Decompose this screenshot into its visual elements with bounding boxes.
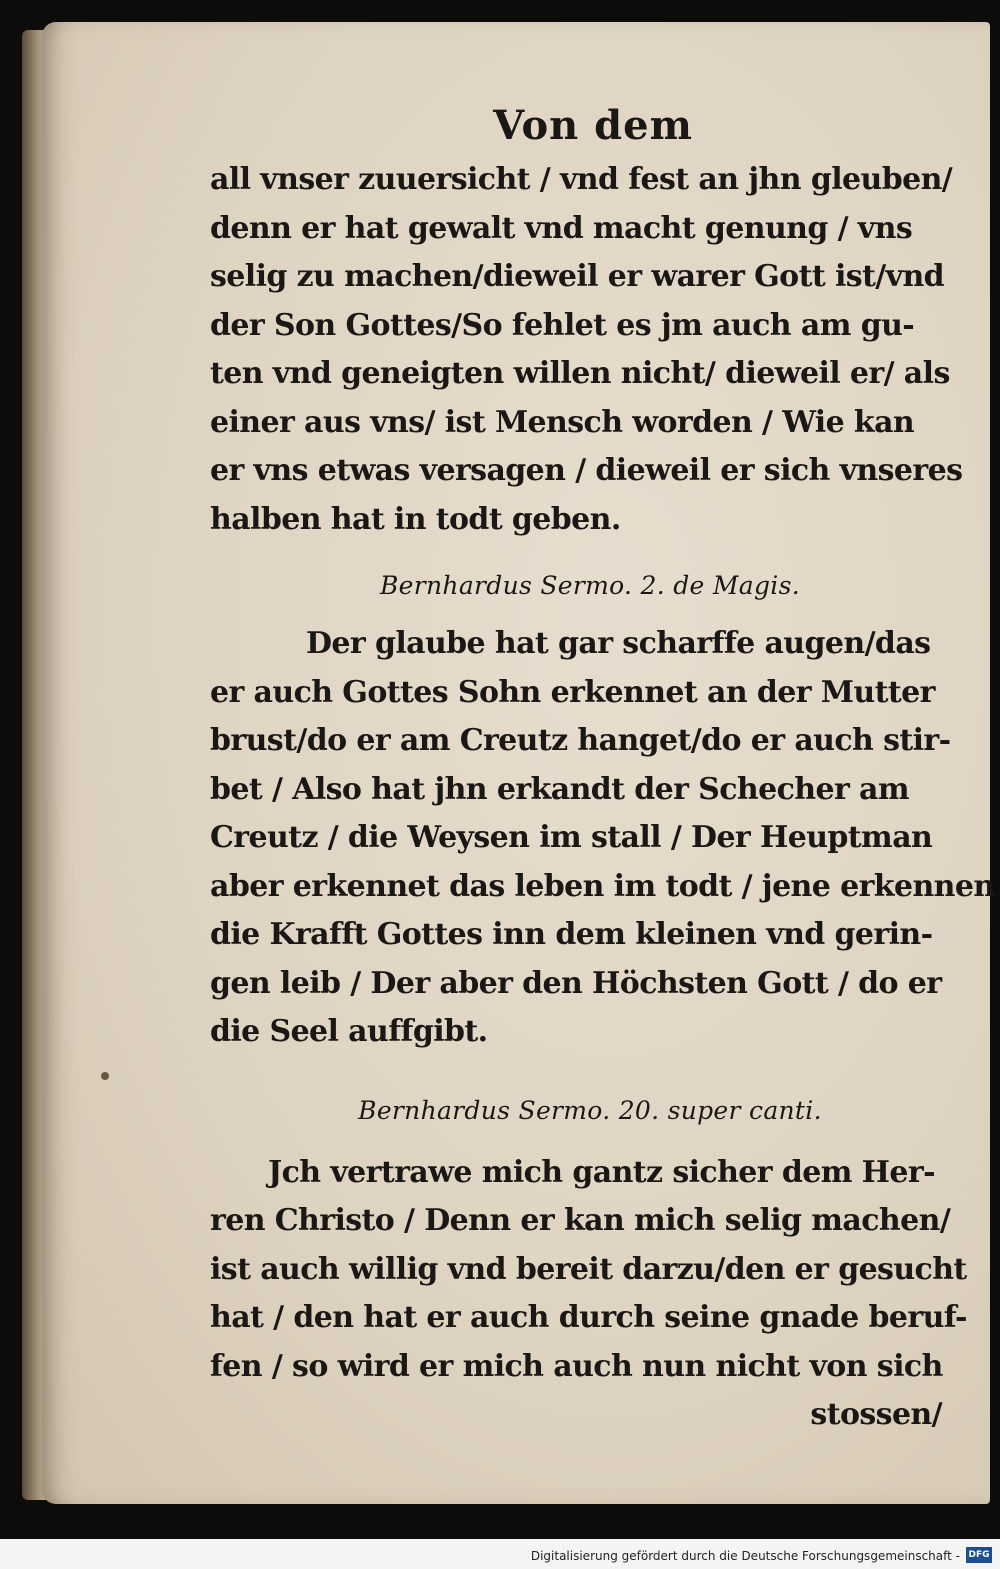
text-line: er auch Gottes Sohn erkennet an der Mutter <box>210 674 935 710</box>
text-line: gen leib / Der aber den Höchsten Gott / do er <box>210 965 942 1001</box>
text-line: einer aus vns/ ist Mensch worden / Wie kan <box>210 404 915 440</box>
text-line: die Seel auffgibt. <box>210 1014 488 1049</box>
text-line: ist auch willig vnd bereit darzu/den er gesucht <box>210 1251 967 1287</box>
text-line: aber erkennet das leben im todt / jene erkennen <box>210 868 995 904</box>
text-line: er vns etwas versagen / dieweil er sich vnseres <box>210 453 963 488</box>
text-line: hat / den hat er auch durch seine gnade beruf- <box>210 1300 967 1335</box>
text-line: ten vnd geneigten willen nicht/ dieweil er/ als <box>210 356 950 391</box>
citation-heading: Bernhardus Sermo. 2. de Magis. <box>380 571 800 600</box>
text-line: Creutz / die Weysen im stall / Der Heuptman <box>210 820 933 855</box>
text-line: brust/do er am Creutz hanget/do er auch stir- <box>210 723 951 758</box>
text-line: Jch vertrawe mich gantz sicher dem Her- <box>268 1154 935 1190</box>
text-line: all vnser zuuersicht / vnd fest an jhn gleuben/ <box>210 162 953 197</box>
footer-credit: Digitalisierung gefördert durch die Deutsche Forschungsgemeinschaft - <box>530 1549 960 1563</box>
page-text <box>210 100 995 1440</box>
text-line: selig zu machen/dieweil er warer Gott ist/vnd <box>210 259 945 294</box>
text-line: halben hat in todt geben. <box>210 501 621 537</box>
text-line: Der glaube hat gar scharffe augen/das <box>306 626 931 661</box>
running-head: Von dem <box>493 102 693 149</box>
text-line: fen / so wird er mich auch nun nicht von sich <box>210 1348 943 1384</box>
dfg-logo: DFG <box>966 1547 992 1563</box>
text-line: bet / Also hat jhn erkandt der Schecher am <box>210 771 910 807</box>
catchword: stossen/ <box>810 1397 942 1432</box>
text-line: die Krafft Gottes inn dem kleinen vnd gerin- <box>210 917 933 952</box>
footer-bar <box>0 1539 1000 1569</box>
paragraph-2 <box>210 620 995 1057</box>
text-line: der Son Gottes/So fehlet es jm auch am gu- <box>210 307 915 343</box>
paragraph-3 <box>210 1149 970 1440</box>
citation-heading: Bernhardus Sermo. 20. super canti. <box>358 1095 822 1125</box>
paragraph-1 <box>210 156 970 544</box>
text-line: denn er hat gewalt vnd macht genung / vns <box>210 210 913 246</box>
paper-blemish <box>101 1072 109 1080</box>
text-line: ren Christo / Denn er kan mich selig machen/ <box>210 1203 951 1238</box>
